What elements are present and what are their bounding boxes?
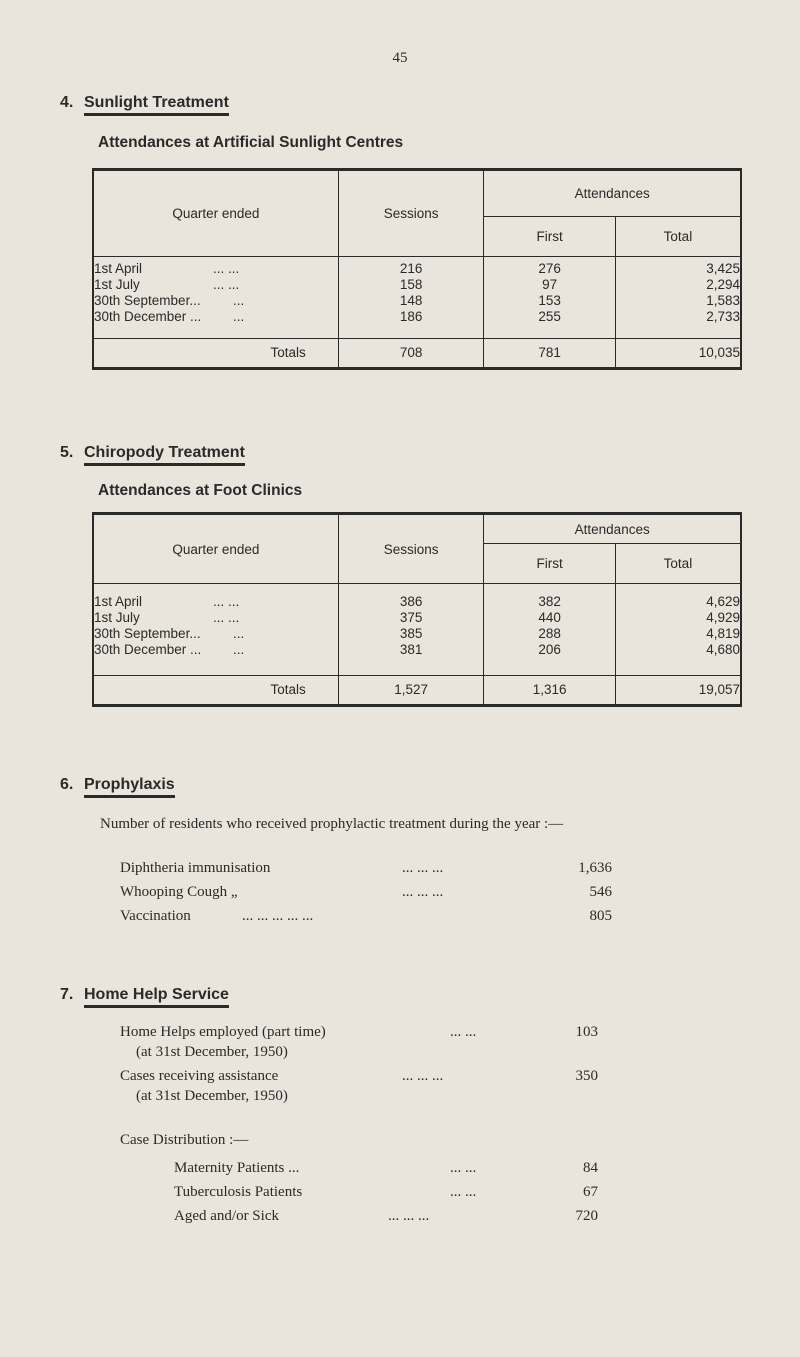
case-dots: ... ... (450, 1184, 477, 1200)
row-quarter: 1st July (94, 276, 140, 292)
list-item (174, 1160, 624, 1177)
page-number: 45 (392, 50, 408, 66)
row-sessions: 375 (338, 610, 484, 626)
row-quarter: 30th December ... (94, 641, 202, 657)
prophylaxis-intro (100, 814, 750, 834)
totals-total: 19,057 (615, 676, 741, 706)
item-label: Home Helps employed (part time) (120, 1024, 326, 1040)
totals-sessions: 708 (338, 339, 484, 369)
row-first: 382 (484, 594, 616, 610)
case-value: 84 (583, 1160, 598, 1176)
totals-first: 1,316 (484, 676, 616, 706)
foot-clinic-attendance-table (92, 512, 742, 707)
section-7-title: Home Help Service (84, 986, 229, 1008)
table-row (93, 642, 741, 658)
header-attendances: Attendances (484, 514, 741, 544)
row-total: 4,680 (615, 642, 741, 658)
row-dots: ... ... (213, 260, 240, 276)
item-value: 103 (575, 1024, 598, 1040)
row-quarter: 30th September... (94, 625, 201, 641)
table-row (93, 610, 741, 626)
table-row (93, 277, 741, 293)
list-item (120, 860, 620, 877)
row-quarter: 1st July (94, 609, 140, 625)
row-quarter: 30th September... (94, 292, 201, 308)
row-first: 288 (484, 626, 616, 642)
header-total: Total (615, 544, 741, 584)
item-dots: ... ... ... (402, 860, 444, 876)
totals-row (93, 339, 741, 369)
section-7-number: 7. (60, 986, 74, 1003)
header-sessions: Sessions (338, 514, 484, 584)
totals-first: 781 (484, 339, 616, 369)
totals-total: 10,035 (615, 339, 741, 369)
header-quarter-ended: Quarter ended (93, 514, 338, 584)
section-4-heading (60, 94, 229, 116)
item-value: 350 (575, 1068, 598, 1084)
row-first: 206 (484, 642, 616, 658)
list-item (174, 1208, 624, 1225)
row-sessions: 386 (338, 594, 484, 610)
case-distribution-label: Case Distribution :— (120, 1132, 249, 1148)
row-sessions: 158 (338, 277, 484, 293)
row-sessions: 385 (338, 626, 484, 642)
totals-sessions: 1,527 (338, 676, 484, 706)
item-label: Diphtheria immunisation (120, 860, 271, 876)
table-row (93, 594, 741, 610)
case-value: 67 (583, 1184, 598, 1200)
list-item (174, 1184, 624, 1201)
header-quarter-ended: Quarter ended (93, 170, 338, 257)
section-7-heading (60, 986, 229, 1008)
row-total: 4,629 (615, 594, 741, 610)
row-quarter: 1st April (94, 593, 143, 609)
sunlight-attendance-table (92, 168, 742, 370)
row-total: 4,819 (615, 626, 741, 642)
item-value: 546 (589, 884, 612, 900)
totals-label: Totals (93, 676, 338, 706)
row-dots: ... (233, 292, 245, 308)
list-item (120, 908, 620, 925)
case-dots: ... ... (450, 1160, 477, 1176)
case-value: 720 (575, 1208, 598, 1224)
prophylaxis-intro-text: Number of residents who received prophylactic treatment during the year :— (100, 816, 564, 832)
section-5-heading (60, 444, 245, 466)
header-attendances: Attendances (484, 170, 741, 217)
section-5-table-title: Attendances at Foot Clinics (98, 482, 303, 499)
row-dots: ... ... (213, 276, 240, 292)
row-dots: ... (233, 308, 245, 324)
item-label: Vaccination (120, 908, 191, 924)
item-note: (at 31st December, 1950) (136, 1088, 288, 1104)
row-total: 4,929 (615, 610, 741, 626)
row-first: 153 (484, 293, 616, 309)
case-label: Maternity Patients ... (174, 1160, 300, 1176)
row-total: 3,425 (615, 261, 741, 277)
section-6-number: 6. (60, 776, 74, 793)
list-item (120, 1068, 620, 1085)
row-quarter: 30th December ... (94, 308, 202, 324)
item-dots: ... ... ... (402, 1068, 444, 1084)
section-4-number: 4. (60, 94, 74, 111)
row-first: 440 (484, 610, 616, 626)
item-dots: ... ... (450, 1024, 477, 1040)
row-total: 1,583 (615, 293, 741, 309)
header-sessions: Sessions (338, 170, 484, 257)
row-dots: ... ... (213, 593, 240, 609)
section-4-title: Sunlight Treatment (84, 94, 229, 116)
table-row (93, 626, 741, 642)
row-sessions: 381 (338, 642, 484, 658)
row-quarter: 1st April (94, 260, 143, 276)
section-4-table-title: Attendances at Artificial Sunlight Centres (98, 134, 404, 151)
row-first: 276 (484, 261, 616, 277)
header-total: Total (615, 217, 741, 257)
row-dots: ... (233, 625, 245, 641)
row-dots: ... (233, 641, 245, 657)
row-sessions: 148 (338, 293, 484, 309)
header-first: First (484, 544, 616, 584)
row-total: 2,733 (615, 309, 741, 325)
section-6-title: Prophylaxis (84, 776, 175, 798)
table-row (93, 309, 741, 325)
section-5-title: Chiropody Treatment (84, 444, 245, 466)
row-sessions: 186 (338, 309, 484, 325)
item-label: Whooping Cough „ (120, 884, 238, 900)
item-dots: ... ... ... (402, 884, 444, 900)
row-total: 2,294 (615, 277, 741, 293)
row-sessions: 216 (338, 261, 484, 277)
case-dots: ... ... ... (388, 1208, 430, 1224)
list-item (120, 1024, 620, 1041)
row-first: 255 (484, 309, 616, 325)
totals-label: Totals (93, 339, 338, 369)
totals-row (93, 676, 741, 706)
item-value: 805 (589, 908, 612, 924)
item-value: 1,636 (578, 860, 612, 876)
row-first: 97 (484, 277, 616, 293)
list-item (120, 884, 620, 901)
item-label: Cases receiving assistance (120, 1068, 279, 1084)
row-dots: ... ... (213, 609, 240, 625)
case-label: Aged and/or Sick (174, 1208, 279, 1224)
case-label: Tuberculosis Patients (174, 1184, 303, 1200)
table-row (93, 261, 741, 277)
header-first: First (484, 217, 616, 257)
item-note: (at 31st December, 1950) (136, 1044, 288, 1060)
item-dots: ... ... ... ... ... (242, 908, 314, 924)
table-row (93, 293, 741, 309)
section-6-heading (60, 776, 175, 798)
section-5-number: 5. (60, 444, 74, 461)
